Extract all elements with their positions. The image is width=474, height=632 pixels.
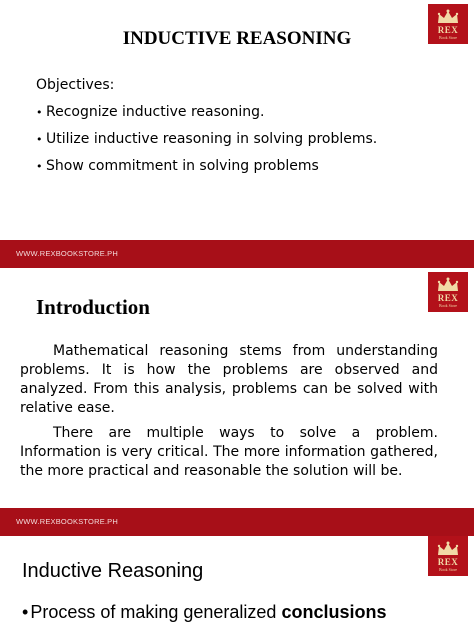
rex-logo (428, 536, 468, 576)
logo-brand: REX (437, 293, 459, 303)
list-item: • Show commitment in solving problems (36, 158, 319, 174)
objectives-list (36, 99, 377, 180)
bullet-text: Process of making generalized (30, 602, 282, 622)
list-item: • Recognize inductive reasoning. (36, 104, 265, 120)
paragraph: There are multiple ways to solve a problem. Information is very critical. The more information gathered, the more practical and reasonable the solution will be. (20, 425, 438, 479)
footer-url: WWW.REXBOOKSTORE.PH (16, 249, 119, 258)
slide-objectives (0, 0, 474, 268)
slide-footer (0, 508, 474, 536)
bullet-bold-text: conclusions (281, 602, 387, 622)
logo-tagline: Book Store (438, 303, 458, 308)
crown-icon (436, 540, 460, 558)
slide-title: INDUCTIVE REASONING (122, 28, 352, 49)
logo-tagline: Book Store (438, 35, 458, 40)
slide-title: Introduction (36, 295, 150, 319)
logo-brand: REX (437, 25, 459, 35)
objectives-label: Objectives: (36, 77, 115, 93)
objectives-block (36, 72, 377, 180)
crown-icon (436, 8, 460, 26)
paragraph: Mathematical reasoning stems from understanding problems. It is how the problems are observed and analyzed. From this analysis, problems can be solved with relative ease. (20, 343, 438, 416)
crown-icon (436, 276, 460, 294)
slide-footer (0, 240, 474, 268)
rex-logo (428, 272, 468, 312)
footer-url: WWW.REXBOOKSTORE.PH (16, 517, 119, 526)
list-item: • Utilize inductive reasoning in solving problems. (36, 131, 378, 147)
logo-tagline: Book Store (438, 567, 458, 572)
slide-title: Inductive Reasoning (22, 560, 204, 582)
list-item: • Process of making generalized conclusions (22, 602, 387, 622)
logo-brand: REX (437, 557, 459, 567)
